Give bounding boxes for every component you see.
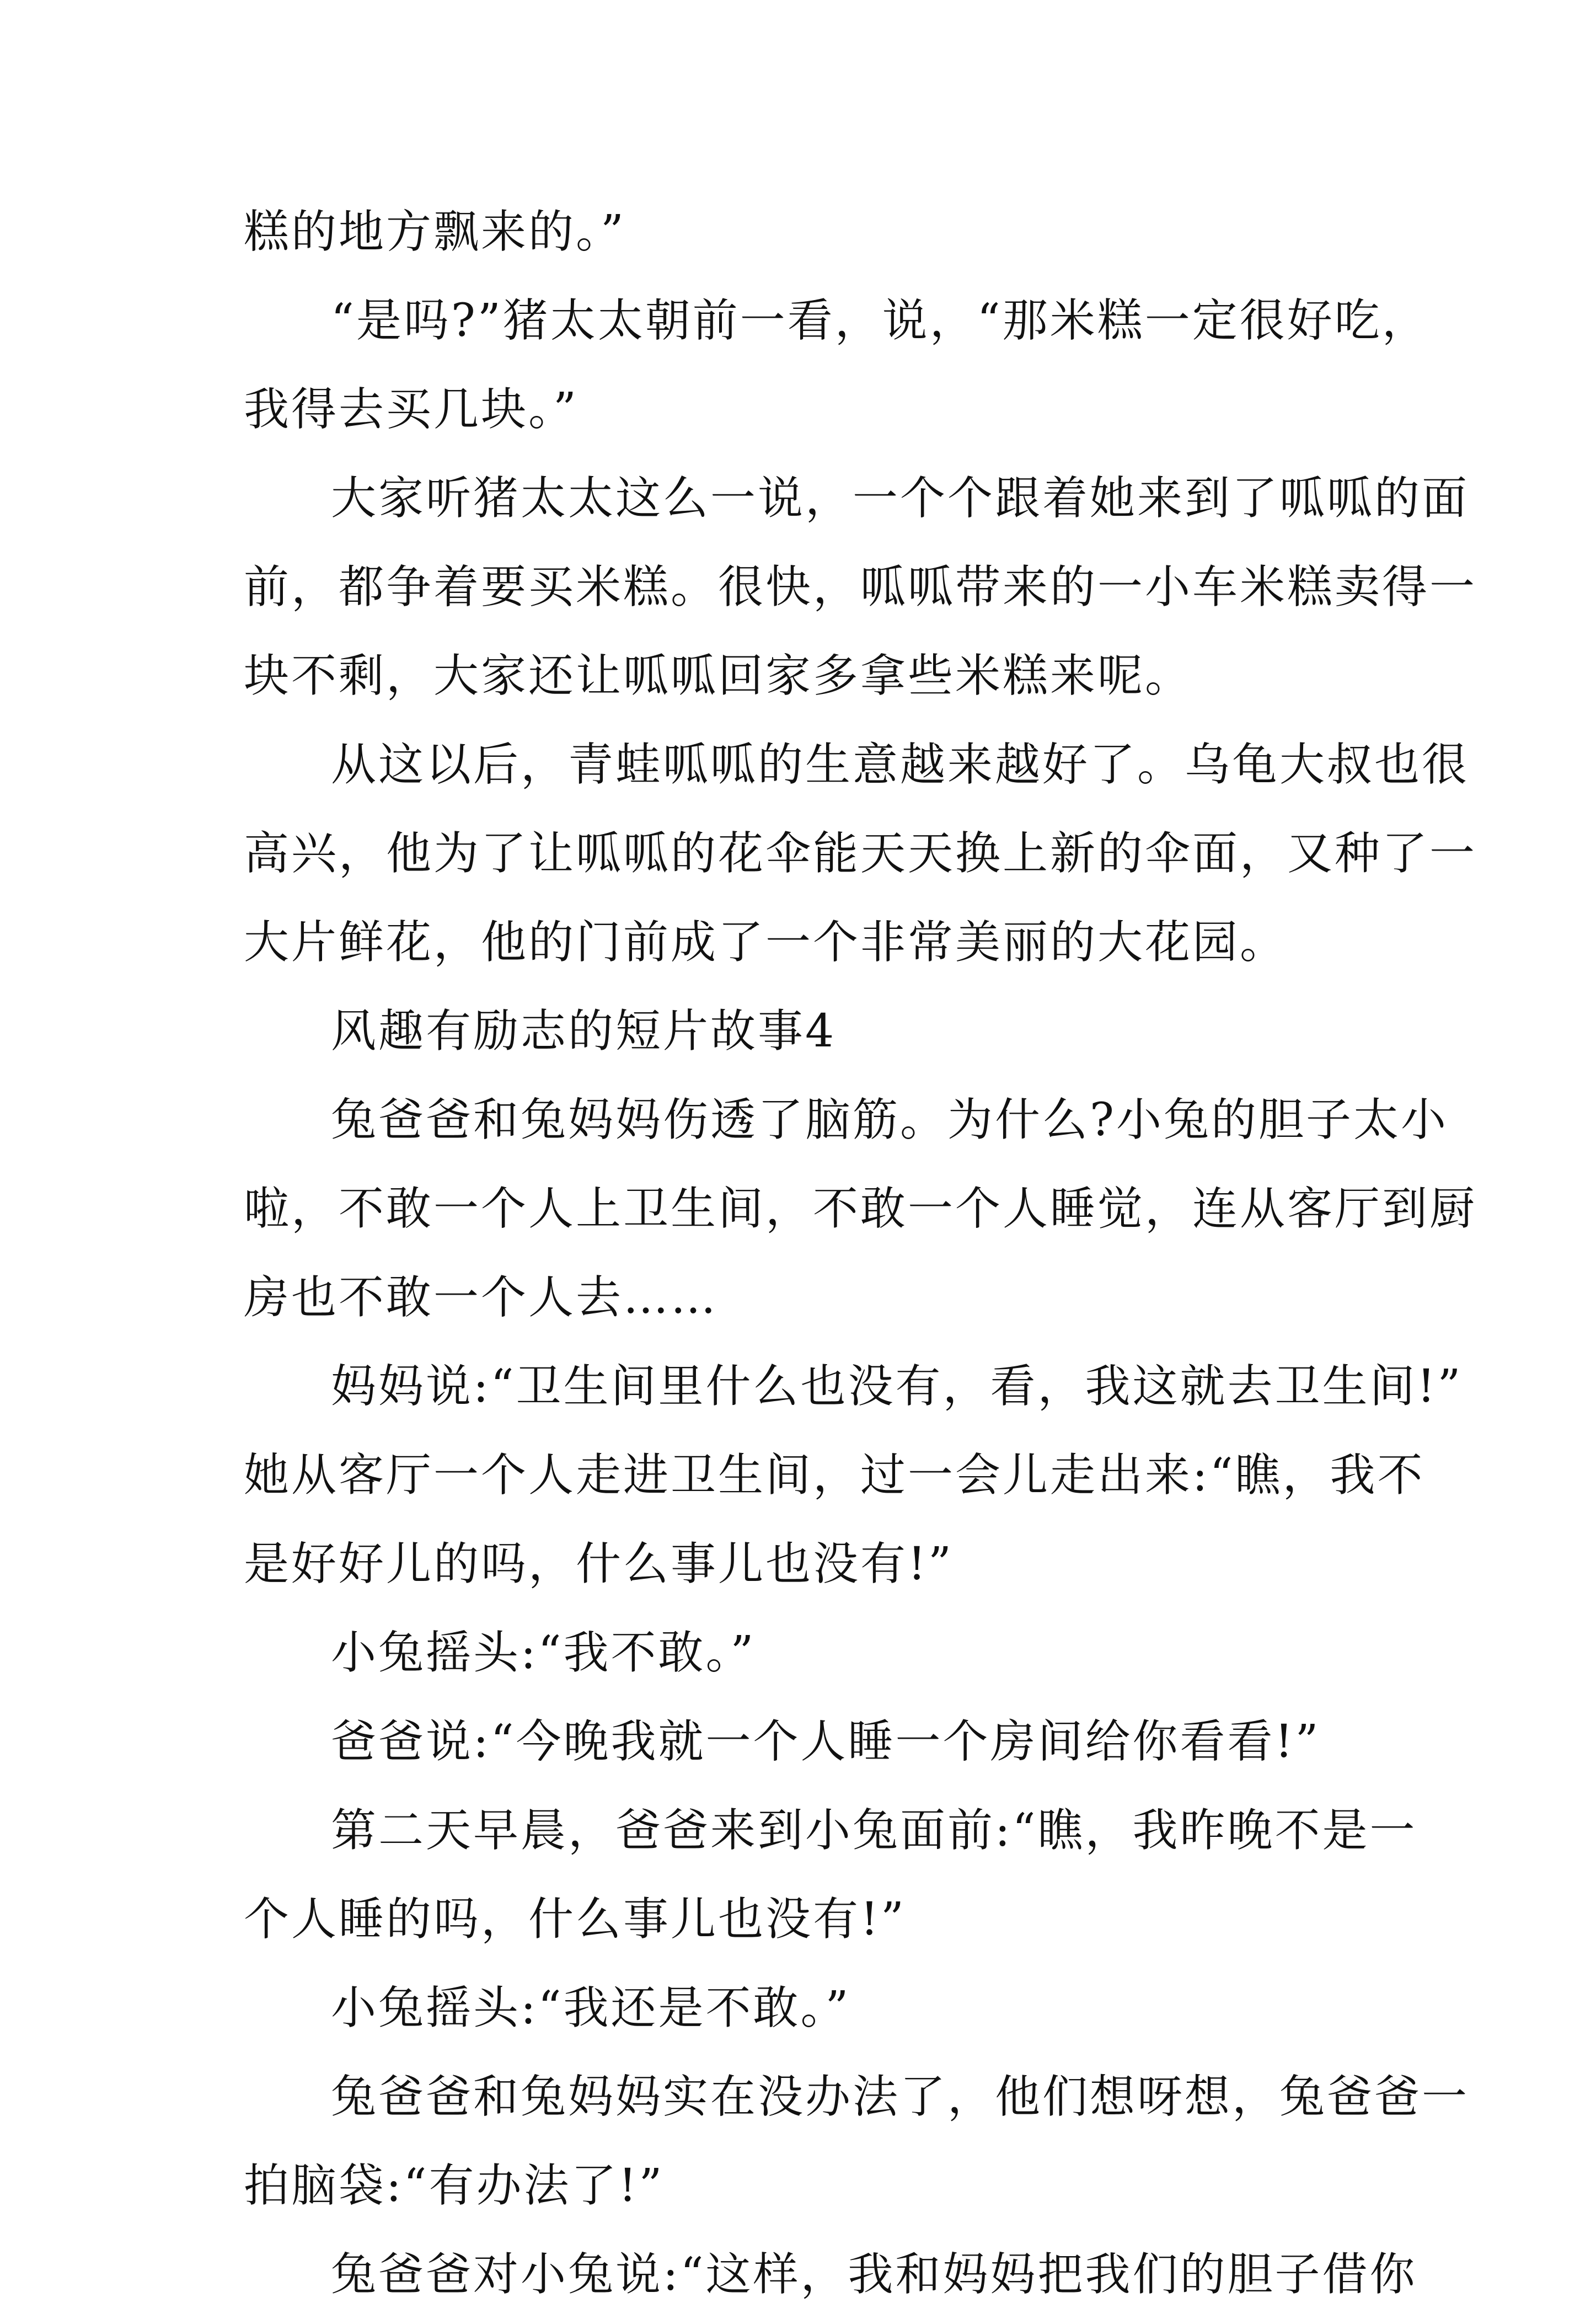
text-line: 她从客厅一个人走进卫生间，过一会儿走出来:“瞧，我不 [244, 1449, 1425, 1502]
text-line: 糕的地方飘来的。” [244, 206, 626, 258]
text-line: 个人睡的吗，什么事儿也没有!” [244, 1893, 906, 1946]
text-line: 妈妈说:“卫生间里什么也没有，看，我这就去卫生间!” [331, 1360, 1463, 1413]
text-line: 爸爸说:“今晚我就一个人睡一个房间给你看看!” [331, 1716, 1321, 1768]
section-heading: 风趣有励志的短片故事4 [331, 1005, 837, 1057]
text-line: 房也不敢一个人去…… [244, 1271, 719, 1324]
text-line: 小兔摇头:“我不敢。” [331, 1627, 756, 1679]
text-line: 是好好儿的吗，什么事儿也没有!” [244, 1538, 954, 1590]
text-line: 大家听猪太太这么一说，一个个跟着她来到了呱呱的面 [331, 472, 1470, 525]
text-line: 从这以后，青蛙呱呱的生意越来越好了。乌龟大叔也很 [331, 739, 1470, 791]
document-body [244, 188, 1477, 2319]
text-line: “是吗?”猪太太朝前一看，说，“那米糕一定很好吃， [331, 295, 1429, 347]
text-line: 啦，不敢一个人上卫生间，不敢一个人睡觉，连从客厅到厨 [244, 1183, 1477, 1235]
text-line: 第二天早晨，爸爸来到小兔面前:“瞧，我昨晚不是一 [331, 1804, 1417, 1857]
text-line: 小兔摇头:“我还是不敢。” [331, 1982, 851, 2034]
text-line: 大片鲜花，他的门前成了一个非常美丽的大花园。 [244, 916, 1288, 969]
text-line: 兔爸爸和兔妈妈实在没办法了，他们想呀想，兔爸爸一 [331, 2071, 1470, 2123]
text-line: 兔爸爸对小兔说:“这样，我和妈妈把我们的胆子借你 [331, 2248, 1417, 2301]
text-line: 前，都争着要买米糕。很快，呱呱带来的一小车米糕卖得一 [244, 561, 1477, 613]
text-line: 兔爸爸和兔妈妈伤透了脑筋。为什么?小兔的胆子太小 [331, 1094, 1448, 1146]
text-line: 块不剩，大家还让呱呱回家多拿些米糕来呢。 [244, 650, 1193, 702]
text-line: 高兴，他为了让呱呱的花伞能天天换上新的伞面，又种了一 [244, 827, 1477, 880]
text-line: 我得去买几块。” [244, 383, 579, 436]
text-line: 拍脑袋:“有办法了!” [244, 2160, 665, 2212]
